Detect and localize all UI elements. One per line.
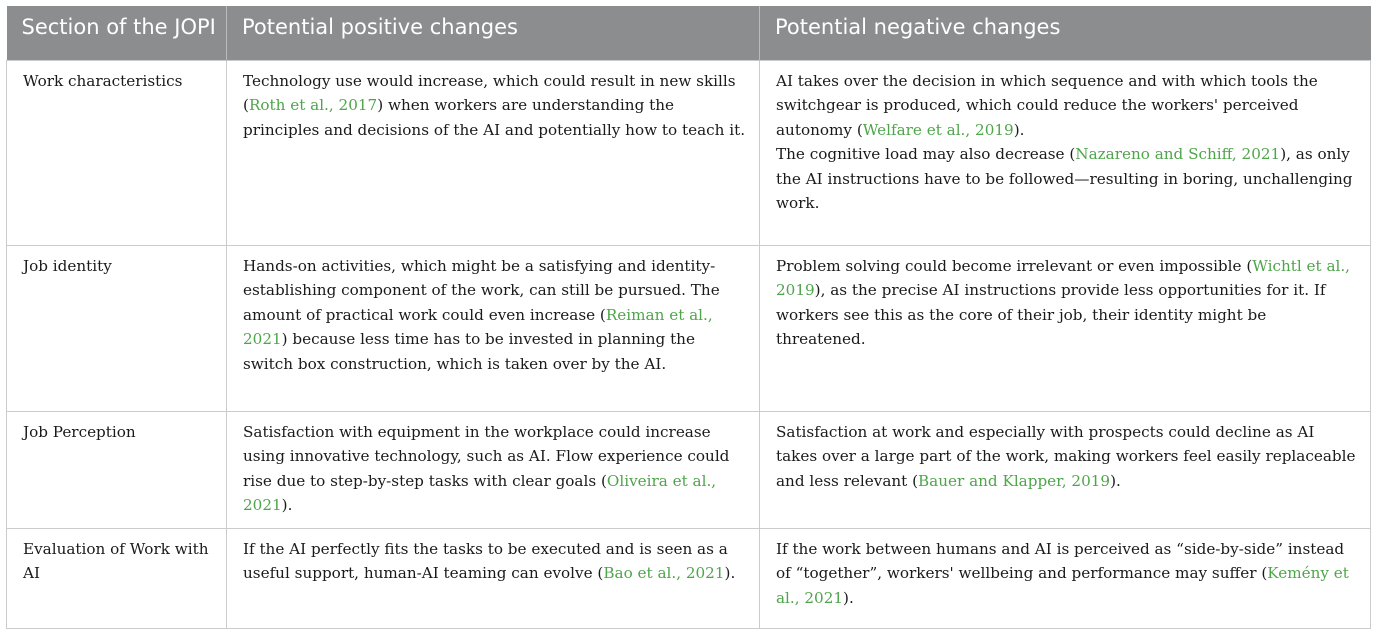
table-row [7,60,1371,245]
cell-text: If the work between humans and AI is perceived as “side-by-side” instead of “together”, workers' wellbeing and performance may suffer ( [776,539,1345,583]
jopi-changes-table [6,6,1371,629]
section-cell: Job Perception [7,411,227,528]
negative-cell [760,528,1371,628]
negative-cell [760,411,1371,528]
cell-text: ), as the precise AI instructions provide less opportunities for it. If workers see this as the core of their job, their identity might be threatened. [776,281,1326,349]
cell-text: Technology use would increase, which could result in new skills ( [243,71,736,115]
cell-text: Hands-on activities, which might be a satisfying and identity-establishing component of the work, can still be pursued. The amount of practical work could even increase ( [243,256,720,324]
cell-text: Satisfaction with equipment in the workplace could increase using innovative technology, such as AI. Flow experience could rise due to step-by-step tasks with clear goals ( [243,422,730,490]
cell-text: Satisfaction at work and especially with prospects could decline as AI takes over a large part of the work, making workers feel easily replaceable and less relevant ( [776,422,1356,490]
positive-cell [227,245,760,411]
cell-text: ). [1013,120,1025,139]
table-header-row [7,6,1371,60]
cell-text: ). [843,588,854,607]
positive-cell [227,411,760,528]
table-row [7,528,1371,628]
cell-text: ). [281,496,293,515]
section-cell: Job identity [7,245,227,411]
cell-text: ). [1110,471,1121,490]
cell-text: ), as only the AI instructions have to be followed—resulting in boring, unchallenging work. [776,145,1353,213]
table-row [7,411,1371,528]
citation-link[interactable]: Roth et al., 2017 [248,96,378,115]
negative-cell [760,245,1371,411]
positive-cell [227,528,760,628]
citation-link[interactable]: Oliveira et al., 2021 [243,471,717,515]
positive-cell [227,60,760,245]
section-cell: Evaluation of Work with AI [7,528,227,628]
cell-text: ) when workers are understanding the principles and decisions of the AI and potentially how to teach it. [243,96,746,139]
citation-link[interactable]: Welfare et al., 2019 [862,120,1014,139]
citation-link[interactable]: Wichtl et al., 2019 [776,256,1351,300]
header-negative: Potential negative changes [760,6,1371,60]
cell-text: AI takes over the decision in which sequence and with which tools the switchgear is produced, which could reduce the workers' perceived autonomy ( [776,71,1318,139]
citation-link[interactable]: Bao et al., 2021 [603,564,725,583]
header-section: Section of the JOPI [7,6,227,60]
citation-link[interactable]: Kemény et al., 2021 [776,564,1349,607]
cell-text: ) because less time has to be invested in planning the switch box construction, which is taken over by the AI. [243,330,695,373]
cell-text: Problem solving could become irrelevant or even impossible ( [776,256,1253,275]
cell-text: ). [724,564,736,583]
cell-text: The cognitive load may also decrease ( [776,145,1076,164]
table-row [7,245,1371,411]
negative-cell [760,60,1371,245]
citation-link[interactable]: Nazareno and Schiff, 2021 [1075,145,1281,164]
citation-link[interactable]: Bauer and Klapper, 2019 [918,471,1111,490]
citation-link[interactable]: Reiman et al., 2021 [243,305,713,349]
cell-text: If the AI perfectly fits the tasks to be executed and is seen as a useful support, human-AI teaming can evolve ( [243,539,728,583]
header-positive: Potential positive changes [227,6,760,60]
section-cell: Work characteristics [7,60,227,245]
table-container [6,6,1370,629]
